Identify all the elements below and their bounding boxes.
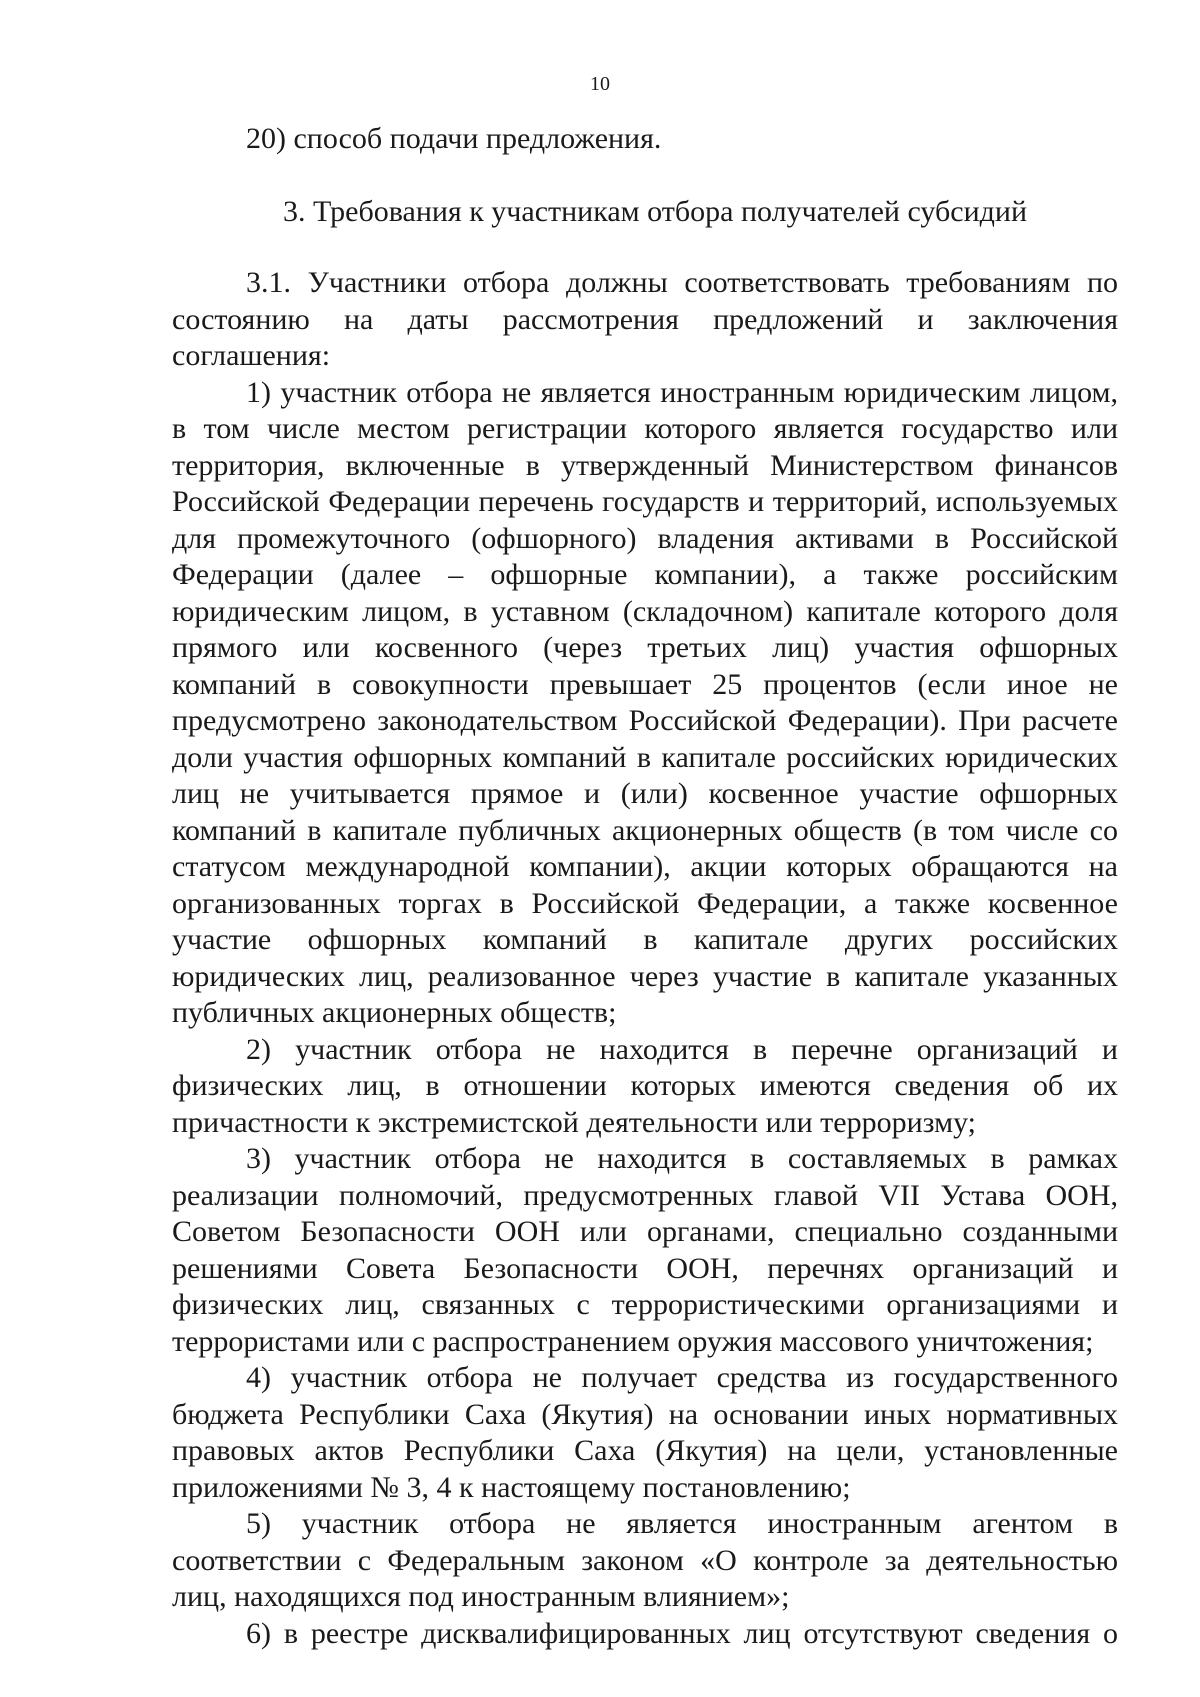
document-body	[172, 265, 1118, 1652]
requirement-item-3: 3) участник отбора не находится в составляемых в рамках реализации полномочий, предусмотренных главой VII Устава ООН, Советом Безопасности ООН или органами, специально созданными решениями Совета Безопасности ООН, перечнях организаций и физических лиц, связанных с террористическими организациями и террористами или с распространением оружия массового уничтожения;	[172, 1142, 1118, 1358]
requirement-item-5: 5) участник отбора не является иностранным агентом в соответствии с Федеральным законом «О контроле за деятельностью лиц, находящихся под иностранным влиянием»;	[172, 1507, 1118, 1613]
section-heading: 3. Требования к участникам отбора получателей субсидий	[282, 195, 1028, 228]
intro-list-item: 20) способ подачи предложения.	[246, 122, 662, 155]
page-number: 10	[590, 73, 610, 95]
paragraph-3-1: 3.1. Участники отбора должны соответствовать требованиям по состоянию на даты рассмотрения предложений и заключения соглашения:	[172, 266, 1118, 372]
requirement-item-2: 2) участник отбора не находится в перечне организаций и физических лиц, в отношении которых имеются сведения об их причастности к экстремистской деятельности или терроризму;	[172, 1032, 1118, 1139]
requirement-item-6: 6) в реестре дисквалифицированных лиц отсутствуют сведения о	[246, 1616, 1118, 1650]
requirement-item-4: 4) участник отбора не получает средства из государственного бюджета Республики Саха (Якутия) на основании иных нормативных правовых актов Республики Саха (Якутия) на цели, установленные приложениями № 3, 4 к настоящему постановлению;	[172, 1361, 1118, 1504]
requirement-item-1: 1) участник отбора не является иностранным юридическим лицом, в том числе местом регистрации которого является государство или территория, включенные в утвержденный Министерством финансов Российской Федерации перечень государств и территорий, используемых для промежуточного (офшорного) владения активами в Российской Федерации (далее – офшорные компании), а также российским юридическим лицом, в уставном (складочном) капитале которого доля прямого или косвенного (через третьих лиц) участия офшорных компаний в совокупности превышает 25 процентов (если иное не предусмотрено законодательством Российской Федерации). При расчете доли участия офшорных компаний в капитале российских юридических лиц не учитывается прямое и (или) косвенное участие офшорных компаний в капитале публичных акционерных обществ (в том числе со статусом международной компании), акции которых обращаются на организованных торгах в Российской Федерации, а также косвенное участие офшорных компаний в капитале других российских юридических лиц, реализованное через участие в капитале указанных публичных акционерных обществ;	[172, 375, 1118, 1029]
